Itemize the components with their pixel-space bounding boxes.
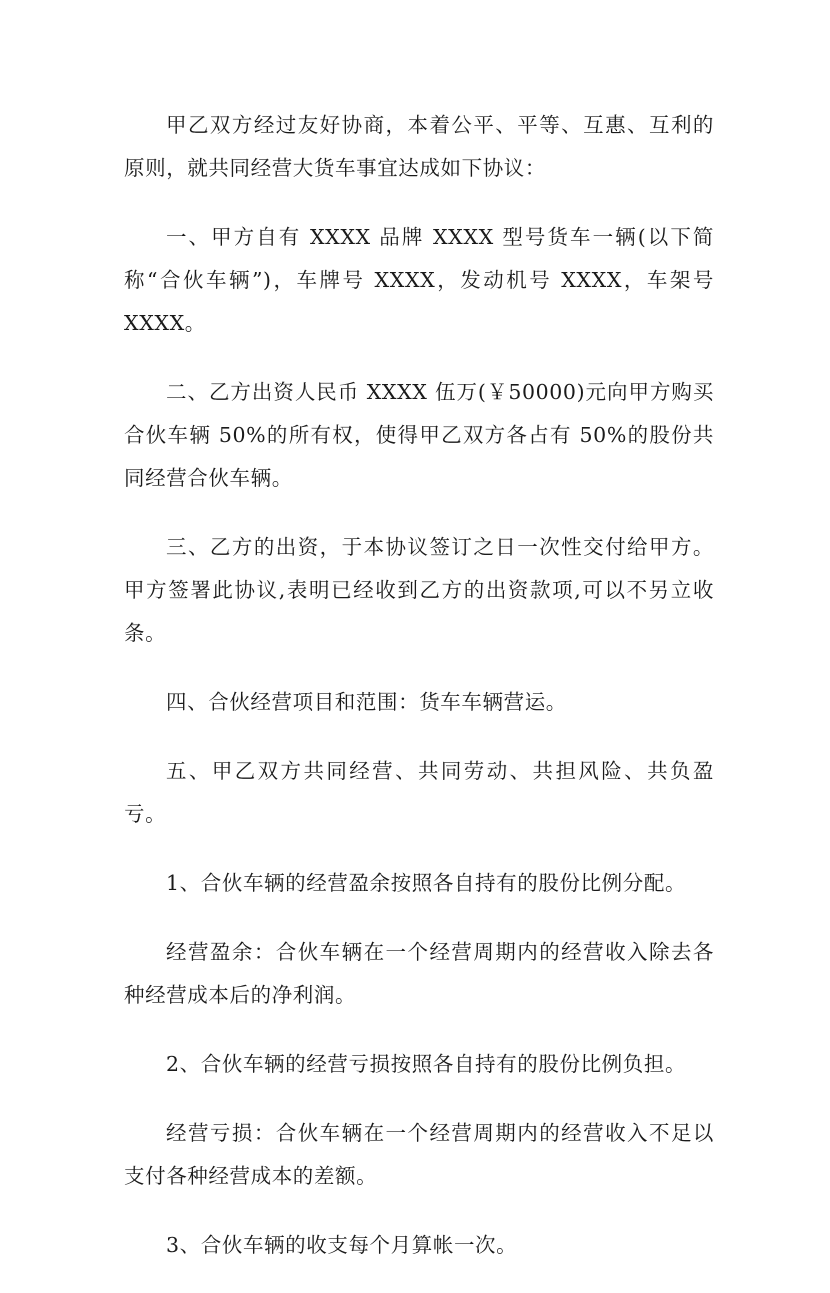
clause-3-payment: 三、乙方的出资，于本协议签订之日一次性交付给甲方。甲方签署此协议,表明已经收到乙方的出资款项,可以不另立收条。 <box>124 535 714 645</box>
clause-5-shared-risk: 五、甲乙双方共同经营、共同劳动、共担风险、共负盈亏。 <box>124 759 714 826</box>
clause-2-investment: 二、乙方出资人民币 XXXX 伍万(￥50000)元向甲方购买合伙车辆 50%的所有权，使得甲乙双方各占有 50%的股份共同经营合伙车辆。 <box>124 380 714 490</box>
clause-1-vehicle: 一、甲方自有 XXXX 品牌 XXXX 型号货车一辆(以下简称“合伙车辆”)，车牌号 XXXX，发动机号 XXXX，车架号 XXXX。 <box>124 225 714 335</box>
item-2-loss-sharing: 2、合伙车辆的经营亏损按照各自持有的股份比例负担。 <box>166 1052 687 1076</box>
intro-paragraph: 甲乙双方经过友好协商，本着公平、平等、互惠、互利的原则，就共同经营大货车事宜达成如下协议： <box>124 113 714 180</box>
definition-profit: 经营盈余：合伙车辆在一个经营周期内的经营收入除去各种经营成本后的净利润。 <box>124 940 714 1007</box>
definition-loss: 经营亏损：合伙车辆在一个经营周期内的经营收入不足以支付各种经营成本的差额。 <box>124 1121 714 1188</box>
agreement-body <box>124 104 714 1293</box>
clause-4-scope: 四、合伙经营项目和范围：货车车辆营运。 <box>166 690 567 714</box>
item-3-monthly-accounting: 3、合伙车辆的收支每个月算帐一次。 <box>166 1233 518 1257</box>
item-1-profit-distribution: 1、合伙车辆的经营盈余按照各自持有的股份比例分配。 <box>166 871 687 895</box>
